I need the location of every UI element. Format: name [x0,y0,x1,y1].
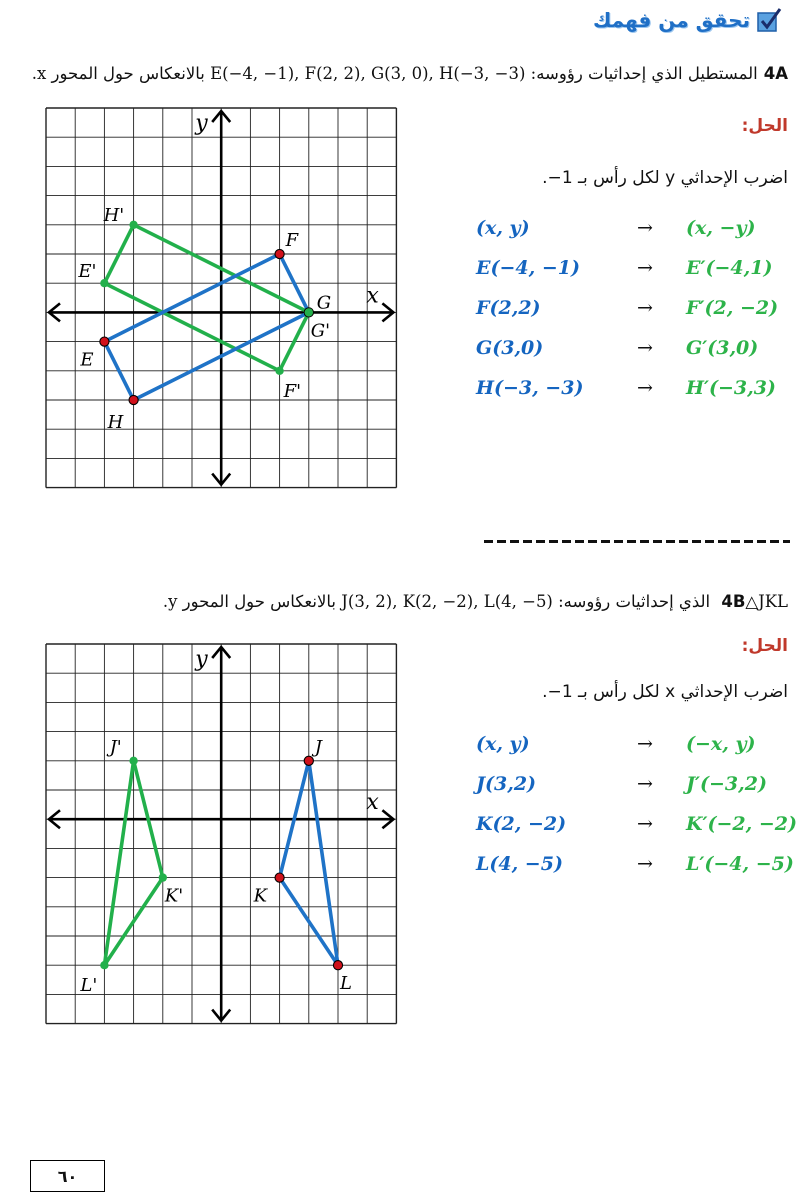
mapping-row [476,368,778,408]
vertex-label: L [340,973,352,995]
dash [653,540,662,543]
solution-label-a: الحل: [741,116,788,136]
mapping-row [476,764,797,804]
original-vertex [275,873,284,882]
dash [601,540,610,543]
arrow-icon: → [637,217,653,239]
dash [484,540,493,543]
arrow-icon: → [637,377,653,399]
dash [588,540,597,543]
image-vertex [129,221,137,229]
header-title: تحقق من فهمك [593,8,750,32]
mapping-row [476,724,797,764]
mapping-row [476,844,797,884]
dash [718,540,727,543]
x-axis-label: x [366,283,379,309]
pre-image-coord: L(4, −5) [476,853,563,875]
dashed-divider [484,536,790,546]
problem-4b [163,592,788,611]
vertex-label: K [253,885,268,907]
problem-4a [32,64,788,83]
vertex-label: G [316,292,332,314]
vertex-label: F' [283,380,302,402]
image-vertex [100,279,108,287]
dash [705,540,714,543]
vertex-label: E [80,349,94,371]
page-number: ٦٠ [30,1160,105,1192]
dash [536,540,545,543]
image-coord: K′(−2, −2) [686,813,798,835]
x-axis-label: x [366,790,379,816]
pre-image-coord: J(3,2) [476,773,537,795]
image-vertex [159,873,167,881]
pre-image-coord: K(2, −2) [476,813,567,835]
dash [757,540,766,543]
arrow-icon: → [637,733,653,755]
image-coord: J′(−3,2) [686,773,767,795]
pre-image-coord: G(3,0) [476,337,544,359]
mapping-row [476,328,778,368]
problem-text: △JKL الذي إحداثيات رؤوسه: J(3, 2), K(2, −2), L(4, −5) بالانعكاس حول المحور y. [162,592,788,611]
original-vertex [275,249,284,258]
instruction-b: اضرب الإحداثي x لكل رأس بـ 1−. [542,682,788,702]
dash [666,540,675,543]
vertex-label: E' [78,261,97,283]
vertex-label: K' [164,885,184,907]
pre-image-coord: F(2,2) [476,297,541,319]
image-vertex [275,367,283,375]
image-polygon [104,225,308,371]
dash [614,540,623,543]
dash [549,540,558,543]
arrow-icon: → [637,297,653,319]
mapping-row [476,208,778,248]
original-polygon [104,254,308,400]
original-vertex [100,337,109,346]
original-vertex [304,756,313,765]
dash [692,540,701,543]
dash [510,540,519,543]
image-coord: E′(−4,1) [686,257,773,279]
vertex-label: J [314,736,323,758]
image-coord: L′(−4, −5) [686,853,794,875]
section-header [593,0,782,40]
dash [744,540,753,543]
vertex-label: J' [109,736,122,758]
dash [770,540,779,543]
problem-number: 4A [763,64,788,83]
instruction-a: اضرب الإحداثي y لكل رأس بـ 1−. [542,168,788,188]
mapping-table-a [476,208,778,408]
arrow-icon: → [637,853,653,875]
y-axis-label: y [195,647,208,672]
image-coord: F′(2, −2) [686,297,779,319]
pre-image-coord: (x, y) [476,733,530,755]
original-vertex [333,961,342,970]
image-vertex [305,308,313,316]
dash [783,540,790,543]
coordinate-graph-a [40,102,416,522]
arrow-icon: → [637,337,653,359]
dash [497,540,506,543]
mapping-row [476,248,778,288]
arrow-icon: → [637,257,653,279]
dash [640,540,649,543]
image-vertex [100,961,108,969]
checkbox-check-icon [756,7,782,33]
vertex-label: F [285,230,299,251]
dash [679,540,688,543]
problem-text: المستطيل الذي إحداثيات رؤوسه: E(−4, −1), F(2, 2), G(3, 0), H(−3, −3) بالانعكاس حول المحور x. [31,64,758,83]
mapping-row [476,288,778,328]
arrow-icon: → [637,813,653,835]
vertex-label: G' [310,320,331,342]
solution-label-b: الحل: [741,636,788,656]
arrow-icon: → [637,773,653,795]
original-vertex [129,395,138,404]
image-coord: (−x, y) [686,733,756,755]
image-coord: (x, −y) [686,217,756,239]
vertex-label: L' [80,975,98,997]
pre-image-coord: H(−3, −3) [476,377,584,399]
mapping-table-b [476,724,797,884]
coordinate-graph-b [40,638,416,1058]
vertex-label: H' [103,204,125,226]
vertex-label: H [107,412,124,433]
dash [731,540,740,543]
pre-image-coord: E(−4, −1) [476,257,580,279]
dash [575,540,584,543]
dash [562,540,571,543]
pre-image-coord: (x, y) [476,217,530,239]
problem-number: 4B [721,592,746,611]
dash [523,540,532,543]
image-coord: H′(−3,3) [686,377,776,399]
dash [627,540,636,543]
mapping-row [476,804,797,844]
image-vertex [129,757,137,765]
image-coord: G′(3,0) [686,337,759,359]
y-axis-label: y [195,111,208,136]
